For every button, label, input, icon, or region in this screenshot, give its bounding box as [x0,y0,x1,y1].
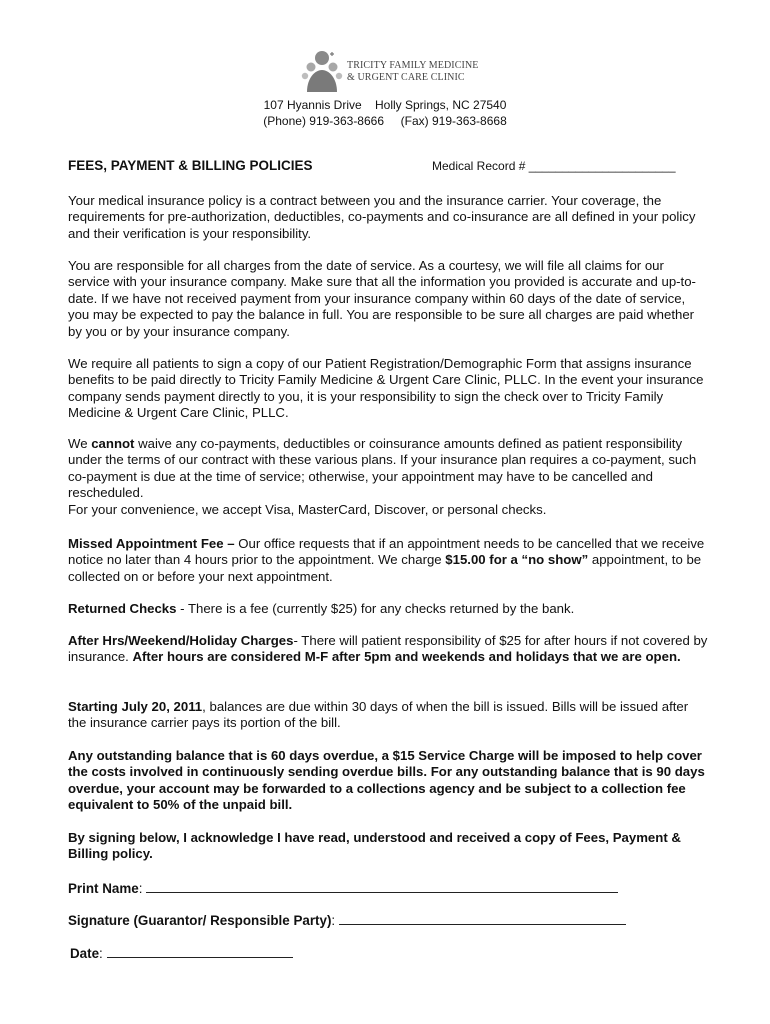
clinic-phone-fax: (Phone) 919-363-8666 (Fax) 919-363-8668 [263,114,507,128]
print-name-label: Print Name [68,881,139,896]
paragraph-missed-appointment [68,536,708,585]
paragraph-returned-checks [68,601,708,617]
paragraph-charges: You are responsible for all charges from the date of service. As a courtesy, we will file all claims for our service with your insurance company. Make sure that all the information you provided is accurate and up-to-date. If we have not received payment from your insurance company within 60 days of the date of service, you may be expected to pay the balance in full. You are responsible to be sure all charges are paid whether by you or by your insurance company. [68,258,696,339]
paragraph-after-hours [68,633,708,666]
medical-record-field[interactable]: Medical Record # ______________________ [432,159,676,173]
clinic-logo-icon [299,50,345,94]
missed-appointment-text-end: appointment, to be collected on or before your next appointment. [68,552,702,584]
print-name-line[interactable] [146,879,618,893]
copay-body: waive any co-payments, deductibles or coinsurance amounts defined as patient responsibility under the terms of our contract with these various plans. If your insurance plan requires a co-payment, such co-payment is due at the time of service; otherwise, your appointment may have to be cancelled and rescheduled. [68,436,697,501]
paragraph-copayments [68,436,708,518]
balances-start-date: Starting July 20, 2011 [68,699,203,714]
no-show-fee: $15.00 for a “no show” [445,552,589,568]
print-name-field: Print Name: [68,879,618,896]
paragraph-registration: We require all patients to sign a copy of our Patient Registration/Demographic Form that assigns insurance benefits to be paid directly to Tricity Family Medicine & Urgent Care Clinic, PLLC. In the event your insurance company sends payment directly to you, it is your responsibility to sign the check over to Tricity Family Medicine & Urgent Care Clinic, PLLC. [68,356,704,421]
clinic-name-line2: & URGENT CARE CLINIC [347,72,465,83]
paragraph-balances-due [68,699,708,732]
balances-due-text: , balances are due within 30 days of when the bill is issued. Bills will be issued after the insurance carrier pays its portion of the bill. [68,699,689,731]
date-line[interactable] [107,944,293,958]
copay-cannot: cannot [91,436,135,451]
date-label: Date [70,946,100,961]
missed-appointment-heading: Missed Appointment Fee – [68,536,235,551]
after-hours-heading: After Hrs/Weekend/Holiday Charges [68,633,294,648]
accepted-payments: For your convenience, we accept Visa, MasterCard, Discover, or personal checks. [68,501,547,517]
clinic-name [347,60,478,84]
page-title: FEES, PAYMENT & BILLING POLICIES [68,158,313,173]
returned-checks-heading: Returned Checks [68,601,177,616]
paragraph-overdue-balance: Any outstanding balance that is 60 days overdue, a $15 Service Charge will be imposed to help cover the costs involved in continuously sending overdue bills. For any outstanding balance that is 90 days overdue, your account may be forwarded to a collections agency and be subject to a collection fee equivalent to 50% of the unpaid bill. [68,748,705,813]
after-hours-text: - There will patient responsibility of $25 for after hours if not covered by insurance. [68,633,708,665]
date-field: Date: [70,944,293,961]
copay-we: We [68,436,92,451]
signature-field: Signature (Guarantor/ Responsible Party): [68,911,626,928]
returned-checks-text: - There is a fee (currently $25) for any checks returned by the bank. [176,601,575,616]
signature-label: Signature (Guarantor/ Responsible Party) [68,913,332,928]
paragraph-acknowledgement: By signing below, I acknowledge I have read, understood and received a copy of Fees, Payment & Billing policy. [68,830,681,862]
clinic-address: 107 Hyannis Drive Holly Springs, NC 27540 [263,98,507,112]
missed-appointment-text: Our office requests that if an appointment needs to be cancelled that we receive notice no later than 4 hours prior to the appointment. We charge [68,536,705,568]
paragraph-insurance-policy: Your medical insurance policy is a contract between you and the insurance carrier. Your coverage, the requirements for pre-authorization, deductibles, co-payments and co-insurance are all defined in your policy and their verification is your responsibility. [68,193,696,241]
clinic-name-line1: TRICITY FAMILY MEDICINE [347,60,479,71]
signature-line[interactable] [339,911,626,925]
after-hours-definition: After hours are considered M-F after 5pm and weekends and holidays that we are open. [132,649,681,665]
